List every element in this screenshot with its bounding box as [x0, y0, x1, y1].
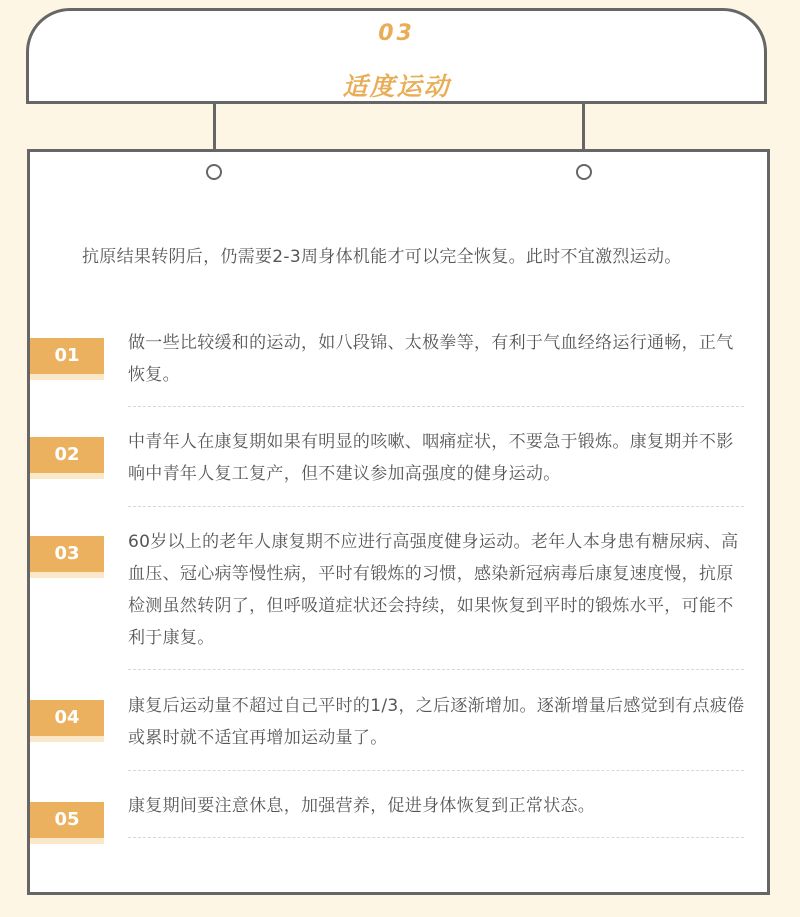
item-text: 中青年人在康复期如果有明显的咳嗽、咽痛症状，不要急于锻炼。康复期并不影响中青年人复工复产，但不建议参加高强度的健身运动。 [128, 432, 734, 484]
section-header-card [26, 8, 767, 104]
item-number-badge: 03 [30, 536, 104, 572]
section-number: 03 [378, 21, 415, 46]
item-text: 60岁以上的老年人康复期不应进行高强度健身运动。老年人本身患有糖尿病、高血压、冠心病等慢性病，平时有锻炼的习惯，感染新冠病毒后康复速度慢，抗原检测虽然转阴了，但呼吸道症状还会持续，如果恢复到平时的锻炼水平，可能不利于康复。 [128, 532, 739, 648]
item-number-badge: 05 [30, 802, 104, 838]
item-number-badge: 04 [30, 700, 104, 736]
item-divider [128, 669, 744, 670]
item-text: 康复后运动量不超过自己平时的1/3，之后逐渐增加。逐渐增量后感觉到有点疲倦或累时就不适宜再增加运动量了。 [128, 696, 745, 748]
item-divider [128, 406, 744, 407]
item-text: 康复期间要注意休息，加强营养，促进身体恢复到正常状态。 [128, 796, 596, 816]
item-divider [128, 770, 744, 771]
right-connector-line [582, 104, 585, 150]
right-ring-icon [576, 164, 592, 180]
item-divider [128, 506, 744, 507]
item-number-badge: 02 [30, 437, 104, 473]
intro-paragraph: 抗原结果转阴后，仍需要2-3周身体机能才可以完全恢复。此时不宜激烈运动。 [82, 247, 682, 267]
left-connector-line [213, 104, 216, 150]
item-divider [128, 837, 744, 838]
item-text: 做一些比较缓和的运动，如八段锦、太极拳等，有利于气血经络运行通畅，正气恢复。 [128, 333, 734, 385]
section-title: 适度运动 [342, 72, 451, 101]
item-number-badge: 01 [30, 338, 104, 374]
left-ring-icon [206, 164, 222, 180]
